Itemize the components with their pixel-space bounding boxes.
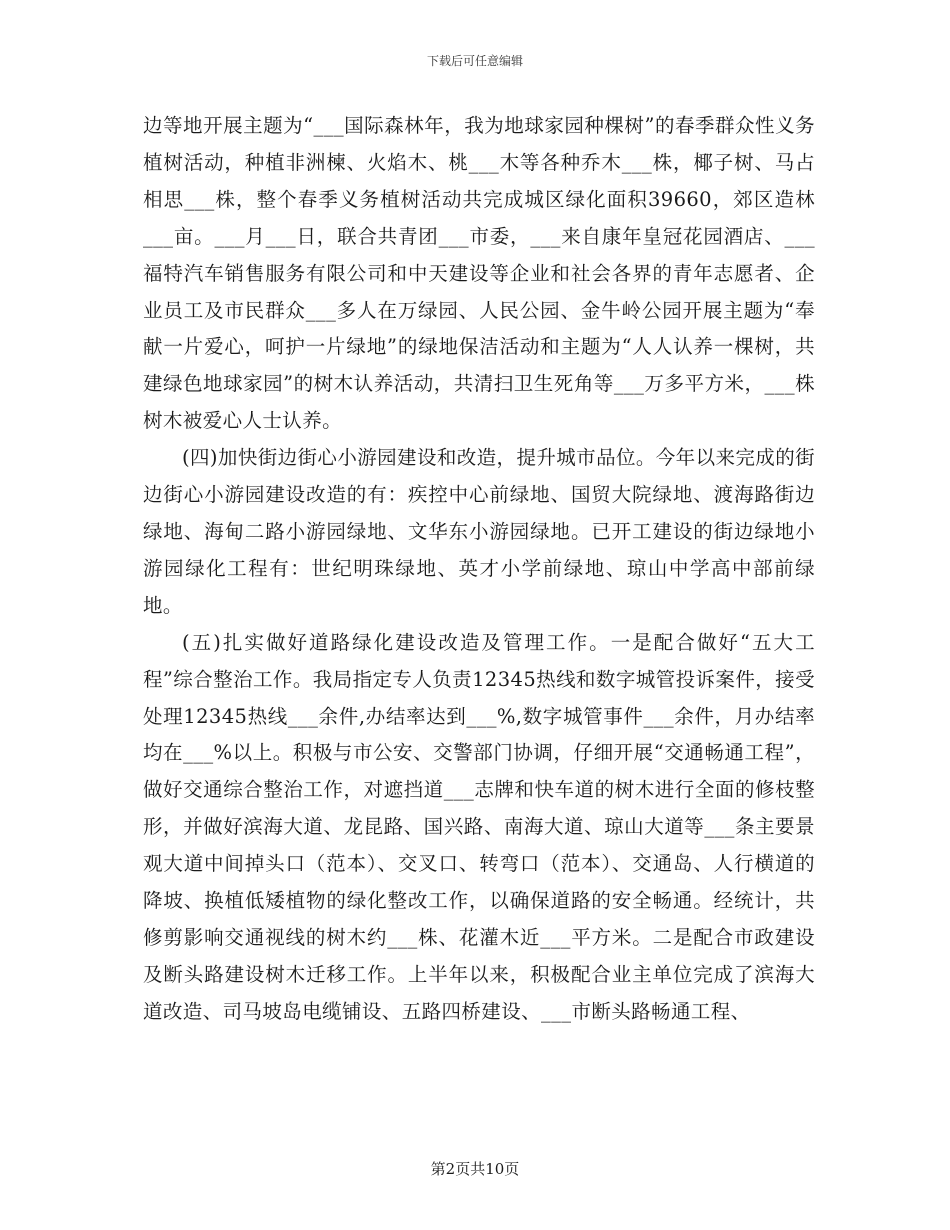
paragraph-section-5: (五)扎实做好道路绿化建设改造及管理工作。一是配合做好“五大工程”综合整治工作。我局指定专人负责12345热线和数字城管投诉案件，接受处理12345热线___余件,办结率达到___%,数字城管事件___余件，月办结率均在___%以上。积极与市公安、交警部门协调，仔细开展“交通畅通工程”，做好交通综合整治工作，对遮挡道___志牌和快车道的树木进行全面的修枝整形，并做好滨海大道、龙昆路、国兴路、南海大道、琼山大道等___条主要景观大道中间掉头口（范本）、交叉口、转弯口（范本）、交通岛、人行横道的降坡、换植低矮植物的绿化整改工作，以确保道路的安全畅通。经统计，共修剪影响交通视线的树木约___株、花灌木近___平方米。二是配合市政建设及断头路建设树木迁移工作。上半年以来，积极配合业主单位完成了滨海大道改造、司马坡岛电缆铺设、五路四桥建设、___市断头路畅通工程、 xyxy=(143,630,815,1023)
document-body xyxy=(143,108,815,1031)
page-footer: 第2页共10页 xyxy=(430,1160,520,1178)
page-header: 下载后可任意编辑 xyxy=(426,54,523,68)
paragraph-section-4: (四)加快街边街心小游园建设和改造，提升城市品位。今年以来完成的街边街心小游园建设改造的有：疾控中心前绿地、国贸大院绿地、渡海路街边绿地、海甸二路小游园绿地、文华东小游园绿地。已开工建设的街边绿地小游园绿化工程有：世纪明珠绿地、英才小学前绿地、琼山中学高中部前绿地。 xyxy=(143,446,815,617)
paragraph-continuation: 边等地开展主题为“___国际森林年，我为地球家园种棵树”的春季群众性义务植树活动，种植非洲楝、火焰木、桃___木等各种乔木___株，椰子树、马占相思___株，整个春季义务植树活动共完成城区绿化面积39660，郊区造林___亩。___月___日，联合共青团___市委，___来自康年皇冠花园酒店、___福特汽车销售服务有限公司和中天建设等企业和社会各界的青年志愿者、企业员工及市民群众___多人在万绿园、人民公园、金牛岭公园开展主题为“奉献一片爱心，呵护一片绿地”的绿地保洁活动和主题为“人人认养一棵树，共建绿色地球家园”的树木认养活动，共清扫卫生死角等___万多平方米，___株树木被爱心人士认养。 xyxy=(143,114,815,433)
